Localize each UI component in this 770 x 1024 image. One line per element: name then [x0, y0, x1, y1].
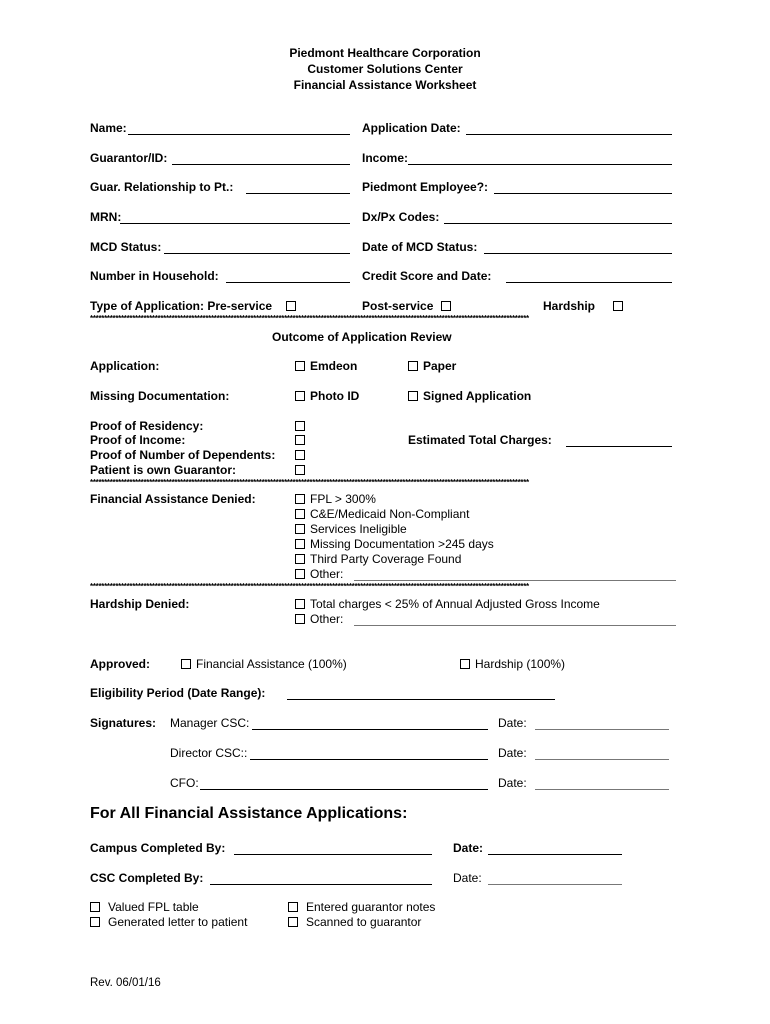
checklist-fpl-table[interactable]: [90, 900, 199, 914]
hardship-charges-checkbox[interactable]: [295, 599, 305, 609]
csc-date-field[interactable]: [488, 884, 622, 885]
photo-id-checkbox[interactable]: [295, 391, 305, 401]
approved-fa-checkbox[interactable]: [181, 659, 191, 669]
cfo-signature-field[interactable]: [200, 789, 488, 790]
application-label: Application:: [90, 359, 160, 373]
campus-date-field[interactable]: [488, 854, 622, 855]
csc-date-label: Date:: [453, 871, 482, 885]
name-label: Name:: [90, 121, 127, 135]
emdeon-option[interactable]: [295, 359, 357, 373]
estimated-charges-field[interactable]: [566, 446, 672, 447]
eligibility-field[interactable]: [287, 699, 555, 700]
approved-hardship-label: Hardship (100%): [475, 657, 566, 671]
post-service-label: Post-service: [362, 299, 434, 313]
paper-option[interactable]: [408, 359, 456, 373]
guarantor-notes-label: Entered guarantor notes: [306, 900, 436, 914]
letter-label: Generated letter to patient: [108, 915, 248, 929]
denied-services-checkbox[interactable]: [295, 524, 305, 534]
cfo-date-label: Date:: [498, 776, 527, 790]
mcd-status-label: MCD Status:: [90, 240, 162, 254]
separator-stars-2: ************************************************************************************************************************************************************: [90, 479, 529, 487]
guar-relationship-label: Guar. Relationship to Pt.:: [90, 180, 234, 194]
department-name: Customer Solutions Center: [307, 62, 463, 76]
application-date-field[interactable]: [466, 134, 672, 135]
mrn-field[interactable]: [120, 223, 350, 224]
denied-medicaid-label: C&E/Medicaid Non-Compliant: [310, 507, 470, 521]
proof-income-checkbox[interactable]: [295, 435, 305, 445]
approved-fa-option[interactable]: [181, 657, 347, 671]
denied-third-party-label: Third Party Coverage Found: [310, 552, 462, 566]
director-date-field[interactable]: [535, 759, 669, 760]
missing-doc-label: Missing Documentation:: [90, 389, 230, 403]
date-of-mcd-status-field[interactable]: [484, 253, 672, 254]
number-in-household-field[interactable]: [226, 282, 350, 283]
income-field[interactable]: [408, 164, 672, 165]
manager-date-label: Date:: [498, 716, 527, 730]
company-name: Piedmont Healthcare Corporation: [289, 46, 481, 60]
guarantor-notes-checkbox[interactable]: [288, 902, 298, 912]
mrn-label: MRN:: [90, 210, 122, 224]
scanned-label: Scanned to guarantor: [306, 915, 422, 929]
hardship-denied-label: Hardship Denied:: [90, 597, 190, 611]
manager-signature-field[interactable]: [252, 729, 488, 730]
cfo-label: CFO:: [170, 776, 199, 790]
approved-label: Approved:: [90, 657, 150, 671]
director-signature-field[interactable]: [250, 759, 488, 760]
denied-third-party-checkbox[interactable]: [295, 554, 305, 564]
denied-reason-third-party[interactable]: [295, 552, 461, 566]
separator-stars-3: ************************************************************************************************************************************************************: [90, 583, 529, 591]
pre-service-checkbox[interactable]: [286, 301, 296, 311]
pre-service-label: Pre-service: [207, 299, 273, 313]
all-apps-title: For All Financial Assistance Applications:: [90, 805, 408, 822]
paper-checkbox[interactable]: [408, 361, 418, 371]
denied-fpl-checkbox[interactable]: [295, 494, 305, 504]
checklist-guarantor-notes[interactable]: [288, 900, 435, 914]
campus-completed-label: Campus Completed By:: [90, 841, 226, 855]
eligibility-label: Eligibility Period (Date Range):: [90, 686, 266, 700]
dx-px-codes-field[interactable]: [444, 223, 672, 224]
credit-score-label: Credit Score and Date:: [362, 269, 492, 283]
proof-residency-label: Proof of Residency:: [90, 419, 204, 433]
proof-dependents-checkbox[interactable]: [295, 450, 305, 460]
income-label: Income:: [362, 151, 409, 165]
hardship-other-checkbox[interactable]: [295, 614, 305, 624]
dx-px-codes-label: Dx/Px Codes:: [362, 210, 440, 224]
emdeon-label: Emdeon: [310, 359, 358, 373]
signed-application-label: Signed Application: [423, 389, 532, 403]
denied-services-label: Services Ineligible: [310, 522, 407, 536]
mcd-status-field[interactable]: [164, 253, 350, 254]
revision-label: Rev. 06/01/16: [90, 977, 161, 989]
letter-checkbox[interactable]: [90, 917, 100, 927]
denied-missing-doc-checkbox[interactable]: [295, 539, 305, 549]
estimated-charges-label: Estimated Total Charges:: [408, 433, 552, 447]
fa-denied-label: Financial Assistance Denied:: [90, 492, 256, 506]
denied-reason-fpl[interactable]: [295, 492, 376, 506]
fpl-table-checkbox[interactable]: [90, 902, 100, 912]
manager-date-field[interactable]: [535, 729, 669, 730]
application-type-title: Type of Application:: [90, 299, 204, 313]
csc-completed-field[interactable]: [210, 884, 432, 885]
form-title: Financial Assistance Worksheet: [293, 78, 477, 92]
signatures-label: Signatures:: [90, 716, 157, 730]
csc-completed-label: CSC Completed By:: [90, 871, 204, 885]
piedmont-employee-label: Piedmont Employee?:: [362, 180, 489, 194]
photo-id-label: Photo ID: [310, 389, 360, 403]
denied-medicaid-checkbox[interactable]: [295, 509, 305, 519]
photo-id-option[interactable]: [295, 389, 359, 403]
denied-other-field[interactable]: [354, 580, 676, 581]
piedmont-employee-field[interactable]: [494, 193, 672, 194]
denied-other-label: Other:: [310, 567, 344, 581]
emdeon-checkbox[interactable]: [295, 361, 305, 371]
denied-reason-medicaid[interactable]: [295, 507, 469, 521]
approved-hardship-checkbox[interactable]: [460, 659, 470, 669]
hardship-other-field[interactable]: [354, 625, 676, 626]
name-field[interactable]: [128, 134, 350, 135]
denied-other-checkbox[interactable]: [295, 569, 305, 579]
patient-guarantor-checkbox[interactable]: [295, 465, 305, 475]
campus-date-label: Date:: [453, 841, 484, 855]
checklist-scanned[interactable]: [288, 915, 421, 929]
director-date-label: Date:: [498, 746, 527, 760]
denied-reason-other[interactable]: [295, 567, 343, 581]
hardship-other-label: Other:: [310, 612, 344, 626]
signed-application-checkbox[interactable]: [408, 391, 418, 401]
hardship-charges-label: Total charges < 25% of Annual Adjusted Gross Income: [310, 597, 600, 611]
post-service-checkbox[interactable]: [441, 301, 451, 311]
review-title: Outcome of Application Review: [272, 330, 452, 344]
denied-reason-missing-doc[interactable]: [295, 537, 494, 551]
denied-fpl-label: FPL > 300%: [310, 492, 376, 506]
campus-completed-field[interactable]: [234, 854, 432, 855]
scanned-checkbox[interactable]: [288, 917, 298, 927]
proof-residency-checkbox[interactable]: [295, 421, 305, 431]
paper-label: Paper: [423, 359, 457, 373]
director-csc-label: Director CSC::: [170, 746, 248, 760]
cfo-date-field[interactable]: [535, 789, 669, 790]
checklist-letter[interactable]: [90, 915, 247, 929]
separator-stars-1: ************************************************************************************************************************************************************: [90, 315, 529, 323]
approved-hardship-option[interactable]: [460, 657, 565, 671]
application-date-label: Application Date:: [362, 121, 461, 135]
fpl-table-label: Valued FPL table: [108, 900, 199, 914]
hardship-label: Hardship: [543, 299, 596, 313]
denied-reason-services[interactable]: [295, 522, 407, 536]
manager-csc-label: Manager CSC:: [170, 716, 250, 730]
credit-score-field[interactable]: [506, 282, 672, 283]
approved-fa-label: Financial Assistance (100%): [196, 657, 347, 671]
signed-application-option[interactable]: [408, 389, 531, 403]
date-of-mcd-status-label: Date of MCD Status:: [362, 240, 478, 254]
guarantor-id-field[interactable]: [172, 164, 350, 165]
proof-dependents-label: Proof of Number of Dependents:: [90, 448, 276, 462]
guar-relationship-field[interactable]: [246, 193, 350, 194]
guarantor-id-label: Guarantor/ID:: [90, 151, 168, 165]
denied-missing-doc-label: Missing Documentation >245 days: [310, 537, 494, 551]
hardship-checkbox[interactable]: [613, 301, 623, 311]
number-in-household-label: Number in Household:: [90, 269, 219, 283]
hardship-reason-other[interactable]: [295, 612, 343, 626]
patient-guarantor-label: Patient is own Guarantor:: [90, 463, 237, 477]
application-type-label: [90, 299, 272, 313]
hardship-reason-charges[interactable]: [295, 597, 600, 611]
proof-income-label: Proof of Income:: [90, 433, 186, 447]
